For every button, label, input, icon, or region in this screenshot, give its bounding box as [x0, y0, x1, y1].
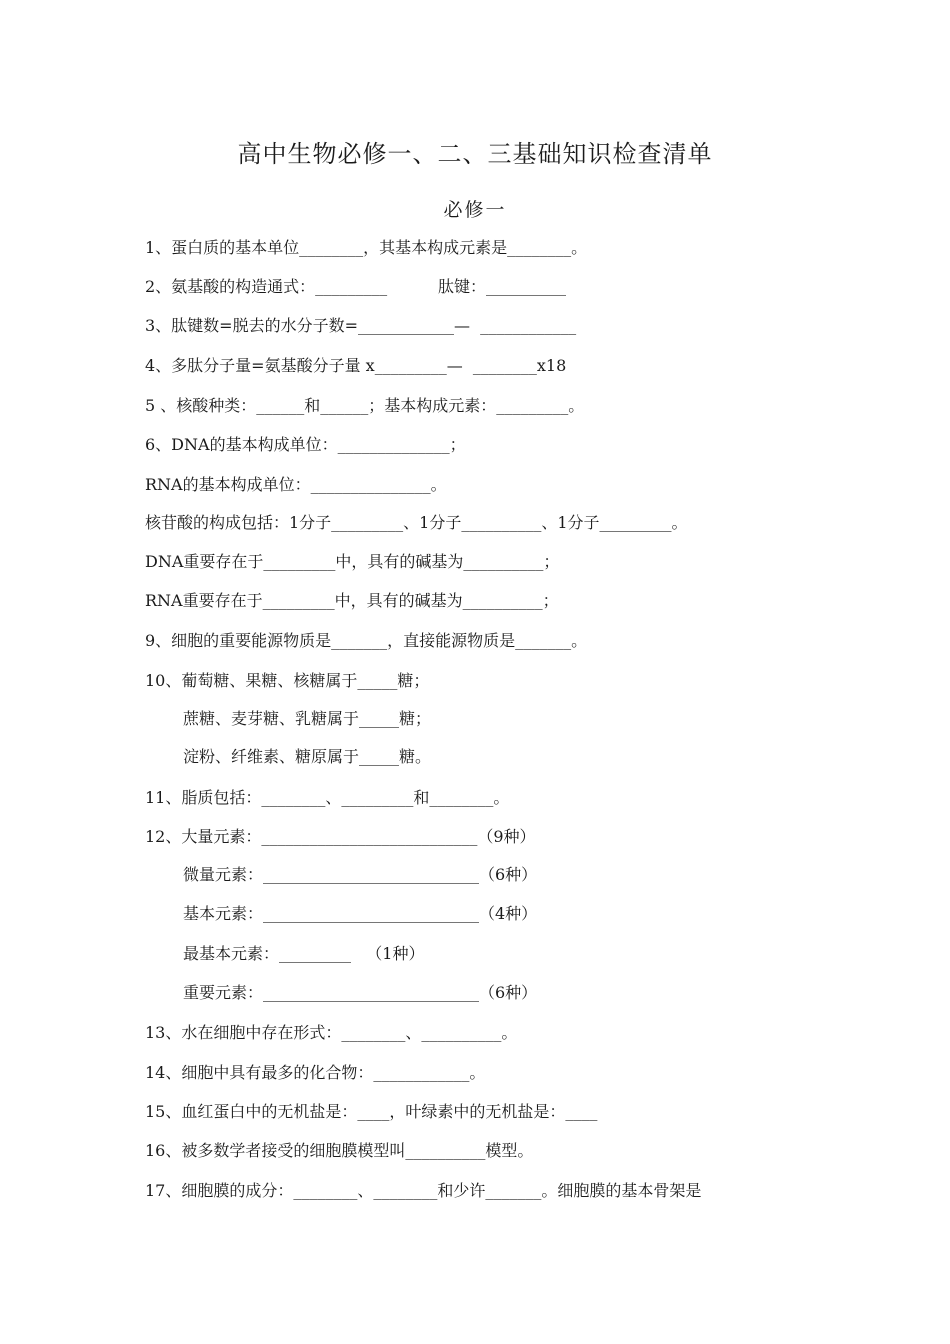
question-line-14: 14、细胞中具有最多的化合物：____________。 — [145, 1063, 486, 1082]
question-line-17: 17、细胞膜的成分：________、________和少许_______。细胞膜的基本骨架是 — [145, 1181, 702, 1200]
section-heading: 必修一 — [443, 199, 507, 221]
question-line-5: 5 、核酸种类：______和______；基本构成元素：_________。 — [145, 396, 585, 415]
question-line-2: 2、氨基酸的构造通式：_________ 肽键：__________ — [145, 277, 567, 296]
question-line-10c: 淀粉、纤维素、糖原属于_____糖。 — [183, 747, 432, 766]
question-line-16: 16、被多数学者接受的细胞膜模型叫__________模型。 — [145, 1141, 534, 1160]
question-line-9: 9、细胞的重要能源物质是_______，直接能源物质是_______。 — [145, 631, 588, 650]
question-line-3: 3、肽键数=脱去的水分子数=____________— ____________ — [145, 316, 577, 335]
document-title: 高中生物必修一、二、三基础知识检查清单 — [237, 140, 713, 168]
question-line-4: 4、多肽分子量=氨基酸分子量 x_________— ________x18 — [145, 356, 567, 375]
question-line-8: DNA重要存在于_________中，具有的碱基为__________； — [145, 552, 560, 571]
question-line-8b: RNA重要存在于_________中，具有的碱基为__________； — [145, 591, 559, 610]
question-line-10b: 蔗糖、麦芽糖、乳糖属于_____糖； — [183, 709, 432, 728]
question-line-12b: 微量元素：___________________________（6种） — [183, 865, 538, 884]
question-line-15: 15、血红蛋白中的无机盐是：____，叶绿素中的无机盐是：____ — [145, 1102, 598, 1121]
question-line-7: 核苷酸的构成包括：1分子_________、1分子__________、1分子_________。 — [145, 513, 688, 532]
question-line-12e: 重要元素：___________________________（6种） — [183, 983, 538, 1002]
question-line-12d: 最基本元素：_________ （1种） — [183, 944, 425, 963]
question-line-11: 11、脂质包括：________、_________和________。 — [145, 788, 510, 807]
question-line-13: 13、水在细胞中存在形式：________、__________。 — [145, 1023, 518, 1042]
question-line-12: 12、大量元素：___________________________（9种） — [145, 827, 536, 846]
question-line-10: 10、葡萄糖、果糖、核糖属于_____糖； — [145, 671, 430, 690]
question-line-12c: 基本元素：___________________________（4种） — [183, 904, 538, 923]
question-line-1: 1、蛋白质的基本单位________，其基本构成元素是________。 — [145, 238, 588, 257]
question-line-6: 6、DNA的基本构成单位：______________； — [145, 435, 466, 454]
question-line-6b: RNA的基本构成单位：_______________。 — [145, 475, 447, 494]
